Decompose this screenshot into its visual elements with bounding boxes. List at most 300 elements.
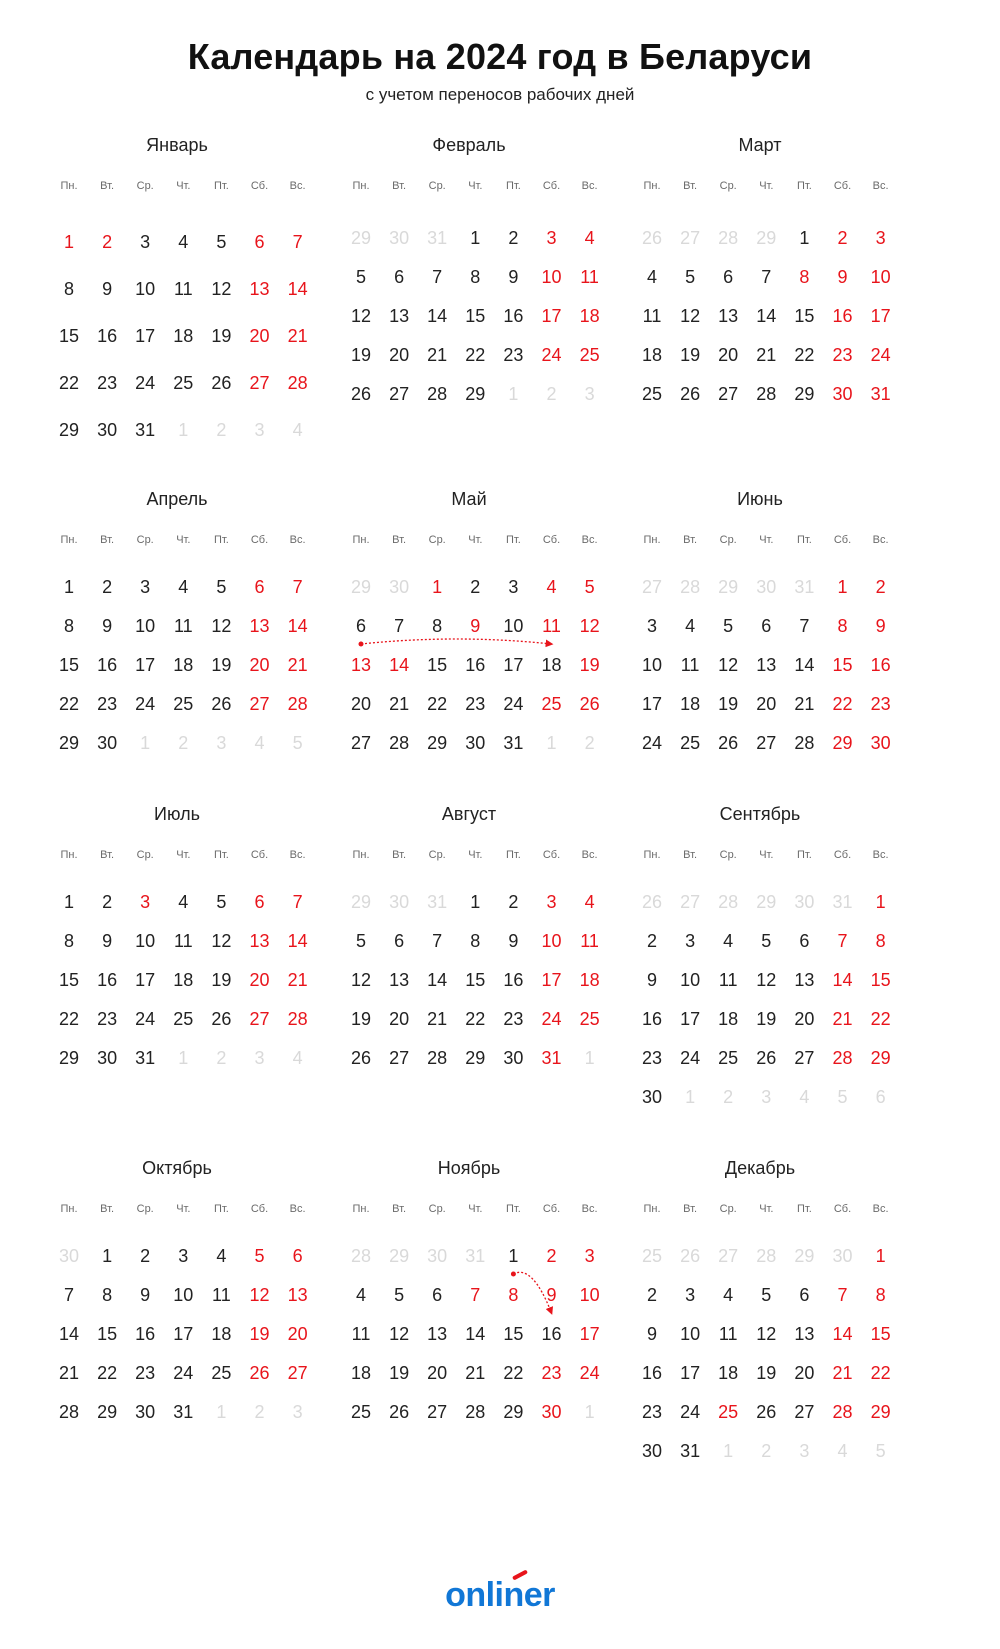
day-cell-holiday: 7 — [837, 1285, 848, 1305]
day-cell: 5 — [216, 577, 227, 597]
day-cell: 23 — [97, 1009, 118, 1029]
day-cell: 30 — [97, 1048, 118, 1068]
day-cell: 12 — [211, 616, 232, 636]
day-cell-holiday: 7 — [292, 577, 303, 597]
weekday-label: Вс. — [872, 180, 889, 192]
day-cell-outside: 1 — [584, 1402, 595, 1422]
day-cell: 2 — [102, 577, 113, 597]
day-cell: 3 — [508, 577, 519, 597]
day-cell: 5 — [355, 931, 366, 951]
day-cell-outside: 5 — [837, 1087, 848, 1107]
day-cell: 19 — [211, 326, 232, 346]
day-cell-holiday: 20 — [249, 326, 270, 346]
weekday-label: Сб. — [250, 1203, 269, 1215]
day-cell-holiday: 2 — [102, 232, 113, 252]
weekday-label: Пт. — [797, 1203, 812, 1215]
weekday-label: Сб. — [833, 849, 852, 861]
day-cell: 23 — [135, 1363, 156, 1383]
weekday-label: Ср. — [428, 849, 446, 861]
day-cell: 22 — [58, 373, 80, 393]
day-cell: 5 — [216, 892, 227, 912]
day-cell: 3 — [140, 577, 151, 597]
day-cell: 30 — [465, 733, 486, 753]
day-cell-holiday: 13 — [249, 616, 270, 636]
day-cell: 1 — [102, 1246, 113, 1266]
day-cell-holiday: 2 — [546, 1246, 557, 1266]
day-cell: 21 — [389, 694, 410, 714]
month-name: Февраль — [432, 135, 506, 155]
day-cell-holiday: 9 — [546, 1285, 557, 1305]
day-cell: 3 — [685, 931, 696, 951]
weekday-label: Пн. — [643, 849, 661, 861]
day-cell-holiday: 11 — [542, 616, 561, 636]
weekday-label: Ср. — [428, 180, 446, 192]
day-cell-holiday: 7 — [292, 892, 303, 912]
day-cell-holiday: 11 — [580, 931, 599, 951]
day-cell: 29 — [465, 1048, 486, 1068]
day-cell: 16 — [503, 306, 524, 326]
day-cell-holiday: 14 — [287, 616, 308, 636]
day-cell-outside: 26 — [680, 1246, 701, 1266]
day-cell-outside: 4 — [837, 1441, 848, 1461]
weekday-label: Чт. — [176, 180, 191, 192]
day-cell-outside: 27 — [718, 1246, 739, 1266]
day-cell: 11 — [173, 616, 193, 636]
day-cell: 24 — [641, 733, 663, 753]
day-cell-holiday: 18 — [579, 970, 600, 990]
day-cell-holiday: 1 — [837, 577, 848, 597]
day-cell-outside: 3 — [254, 420, 265, 440]
day-cell: 4 — [178, 232, 189, 252]
day-cell-holiday: 24 — [541, 1009, 562, 1029]
day-cell: 27 — [794, 1402, 815, 1422]
day-cell: 12 — [389, 1324, 410, 1344]
day-cell-outside: 29 — [350, 228, 372, 248]
day-cell-holiday: 30 — [870, 733, 891, 753]
day-cell: 21 — [427, 345, 448, 365]
weekday-label: Чт. — [759, 1203, 774, 1215]
day-cell: 30 — [641, 1087, 663, 1107]
day-cell: 1 — [470, 228, 481, 248]
day-cell-outside: 1 — [140, 733, 151, 753]
day-cell-holiday: 24 — [870, 345, 891, 365]
day-cell-holiday: 31 — [870, 384, 891, 404]
day-cell: 5 — [685, 267, 696, 287]
day-cell-holiday: 8 — [875, 1285, 886, 1305]
day-cell: 26 — [211, 373, 232, 393]
day-cell: 13 — [718, 306, 739, 326]
day-cell-holiday: 5 — [254, 1246, 265, 1266]
day-cell-holiday: 21 — [287, 326, 308, 346]
day-cell: 15 — [465, 970, 486, 990]
day-cell: 22 — [58, 694, 80, 714]
day-cell: 25 — [350, 1402, 372, 1422]
weekday-label: Чт. — [759, 534, 774, 546]
day-cell-holiday: 12 — [579, 616, 600, 636]
day-cell-holiday: 1 — [432, 577, 443, 597]
day-cell-outside: 28 — [350, 1246, 372, 1266]
day-cell: 2 — [646, 1285, 657, 1305]
day-cell: 20 — [718, 345, 739, 365]
day-cell-outside: 1 — [685, 1087, 696, 1107]
day-cell-holiday: 7 — [470, 1285, 481, 1305]
month-name: Апрель — [146, 489, 208, 509]
day-cell-outside: 2 — [216, 420, 227, 440]
day-cell-holiday: 18 — [579, 306, 600, 326]
weekday-label: Сб. — [542, 534, 561, 546]
day-cell-holiday: 6 — [254, 232, 265, 252]
weekday-label: Ср. — [719, 180, 737, 192]
day-cell-holiday: 30 — [832, 384, 853, 404]
day-cell-outside: 2 — [178, 733, 189, 753]
page-subtitle: с учетом переносов рабочих дней — [365, 85, 635, 104]
day-cell-outside: 29 — [794, 1246, 815, 1266]
day-cell: 16 — [641, 1009, 663, 1029]
day-cell: 15 — [465, 306, 486, 326]
day-cell-holiday: 21 — [832, 1363, 853, 1383]
day-cell-holiday: 10 — [870, 267, 891, 287]
day-cell-outside: 26 — [641, 892, 663, 912]
day-cell: 27 — [756, 733, 777, 753]
day-cell: 1 — [470, 892, 481, 912]
day-cell-holiday: 19 — [249, 1324, 270, 1344]
day-cell: 25 — [680, 733, 701, 753]
day-cell-outside: 28 — [756, 1246, 777, 1266]
day-cell: 8 — [63, 616, 74, 636]
day-cell: 24 — [173, 1363, 194, 1383]
day-cell: 12 — [211, 931, 232, 951]
weekday-label: Чт. — [176, 534, 191, 546]
day-cell-outside: 3 — [584, 384, 595, 404]
day-cell-holiday: 25 — [541, 694, 562, 714]
day-cell: 30 — [503, 1048, 524, 1068]
weekday-label: Вт. — [100, 849, 115, 861]
day-cell: 23 — [97, 694, 118, 714]
day-cell-outside: 1 — [508, 384, 519, 404]
weekday-label: Чт. — [176, 1203, 191, 1215]
day-cell-holiday: 25 — [718, 1402, 739, 1422]
day-cell: 14 — [756, 306, 777, 326]
transfer-start-dot — [359, 642, 364, 647]
day-cell: 30 — [135, 1402, 156, 1422]
day-cell: 15 — [58, 655, 80, 675]
weekday-label: Пн. — [352, 849, 370, 861]
day-cell: 25 — [718, 1048, 739, 1068]
day-cell-holiday: 28 — [287, 373, 308, 393]
day-cell: 4 — [723, 1285, 734, 1305]
day-cell: 19 — [350, 1009, 372, 1029]
day-cell-outside: 30 — [58, 1246, 80, 1266]
day-cell-outside: 1 — [178, 1048, 189, 1068]
day-cell: 1 — [63, 892, 74, 912]
day-cell: 10 — [680, 970, 701, 990]
day-cell: 28 — [756, 384, 777, 404]
day-cell-holiday: 26 — [249, 1363, 270, 1383]
day-cell: 8 — [432, 616, 443, 636]
day-cell: 16 — [541, 1324, 562, 1344]
day-cell-outside: 30 — [794, 892, 815, 912]
day-cell: 19 — [756, 1009, 777, 1029]
day-cell-holiday: 28 — [287, 694, 308, 714]
day-cell: 22 — [465, 345, 486, 365]
weekday-label: Ср. — [136, 1203, 154, 1215]
weekday-label: Пт. — [797, 534, 812, 546]
weekday-label: Вт. — [392, 1203, 407, 1215]
day-cell: 17 — [641, 694, 663, 714]
day-cell: 5 — [394, 1285, 405, 1305]
transfer-start-dot — [511, 1272, 516, 1277]
weekday-label: Ср. — [428, 534, 446, 546]
day-cell: 15 — [427, 655, 448, 675]
day-cell-outside: 5 — [875, 1441, 886, 1461]
day-cell-outside: 4 — [799, 1087, 810, 1107]
day-cell: 31 — [503, 733, 524, 753]
weekday-label: Пт. — [214, 1203, 229, 1215]
day-cell-holiday: 14 — [287, 279, 308, 299]
day-cell: 13 — [427, 1324, 448, 1344]
weekday-label: Вт. — [683, 534, 698, 546]
weekday-label: Пн. — [352, 1203, 370, 1215]
day-cell: 29 — [58, 1048, 80, 1068]
day-cell: 15 — [58, 326, 80, 346]
day-cell-holiday: 4 — [584, 228, 595, 248]
weekday-label: Пн. — [352, 534, 370, 546]
day-cell: 16 — [135, 1324, 156, 1344]
day-cell: 19 — [756, 1363, 777, 1383]
day-cell: 26 — [211, 694, 232, 714]
transfer-arrow — [513, 1272, 551, 1313]
day-cell: 26 — [389, 1402, 410, 1422]
day-cell-outside: 28 — [718, 228, 739, 248]
day-cell-outside: 30 — [427, 1246, 448, 1266]
day-cell-outside: 1 — [178, 420, 189, 440]
day-cell: 18 — [211, 1324, 232, 1344]
day-cell-holiday: 8 — [799, 267, 810, 287]
day-cell: 29 — [58, 733, 80, 753]
weekday-label: Пт. — [506, 180, 521, 192]
day-cell-holiday: 8 — [508, 1285, 519, 1305]
day-cell: 10 — [135, 279, 156, 299]
weekday-label: Сб. — [833, 534, 852, 546]
day-cell-holiday: 23 — [870, 694, 891, 714]
day-cell: 6 — [799, 1285, 810, 1305]
day-cell: 29 — [58, 420, 80, 440]
day-cell: 7 — [432, 931, 443, 951]
day-cell: 27 — [350, 733, 372, 753]
day-cell: 24 — [135, 694, 156, 714]
day-cell: 19 — [211, 970, 232, 990]
day-cell: 24 — [135, 1009, 156, 1029]
weekday-label: Вт. — [392, 180, 407, 192]
day-cell-holiday: 7 — [292, 232, 303, 252]
day-cell-holiday: 14 — [832, 970, 853, 990]
day-cell-holiday: 10 — [541, 931, 562, 951]
weekday-label: Ср. — [136, 534, 154, 546]
day-cell: 14 — [465, 1324, 486, 1344]
day-cell: 20 — [389, 345, 410, 365]
weekday-label: Пт. — [506, 849, 521, 861]
weekday-label: Вт. — [100, 180, 115, 192]
day-cell: 29 — [465, 384, 486, 404]
day-cell-holiday: 29 — [870, 1402, 891, 1422]
day-cell-outside: 3 — [799, 1441, 810, 1461]
day-cell: 21 — [465, 1363, 486, 1383]
weekday-label: Вс. — [872, 1203, 889, 1215]
day-cell: 22 — [97, 1363, 118, 1383]
day-cell-holiday: 13 — [249, 279, 270, 299]
day-cell-outside: 1 — [546, 733, 557, 753]
day-cell-holiday: 23 — [832, 345, 853, 365]
day-cell: 15 — [794, 306, 815, 326]
day-cell-outside: 30 — [832, 1246, 853, 1266]
day-cell: 6 — [394, 931, 405, 951]
month-name: Ноябрь — [437, 1158, 501, 1178]
day-cell-holiday: 4 — [584, 892, 595, 912]
day-cell: 19 — [718, 694, 739, 714]
day-cell-outside: 31 — [427, 228, 448, 248]
day-cell-outside: 29 — [350, 892, 372, 912]
day-cell-outside: 27 — [680, 892, 701, 912]
day-cell: 18 — [350, 1363, 372, 1383]
day-cell: 5 — [723, 616, 734, 636]
day-cell-holiday: 27 — [249, 1009, 270, 1029]
day-cell: 17 — [135, 655, 156, 675]
day-cell-holiday: 29 — [870, 1048, 891, 1068]
weekday-label: Чт. — [468, 1203, 483, 1215]
day-cell-outside: 30 — [389, 228, 410, 248]
month-name: Сентябрь — [719, 804, 801, 824]
day-cell-holiday: 24 — [541, 345, 562, 365]
day-cell: 23 — [97, 373, 118, 393]
day-cell-holiday: 10 — [579, 1285, 600, 1305]
weekday-label: Ср. — [719, 1203, 737, 1215]
day-cell-holiday: 3 — [546, 892, 557, 912]
day-cell: 28 — [389, 733, 410, 753]
day-cell: 8 — [63, 279, 74, 299]
day-cell: 12 — [756, 1324, 777, 1344]
day-cell: 23 — [641, 1402, 663, 1422]
day-cell-holiday: 3 — [546, 228, 557, 248]
day-cell: 6 — [394, 267, 405, 287]
day-cell: 3 — [178, 1246, 189, 1266]
day-cell-holiday: 14 — [389, 655, 410, 675]
day-cell: 12 — [350, 970, 372, 990]
day-cell: 7 — [799, 616, 810, 636]
day-cell: 17 — [680, 1363, 701, 1383]
day-cell-holiday: 28 — [832, 1402, 853, 1422]
month-name: Июнь — [737, 489, 783, 509]
weekday-label: Чт. — [468, 534, 483, 546]
day-cell-holiday: 2 — [875, 577, 886, 597]
day-cell: 11 — [173, 931, 193, 951]
day-cell: 9 — [140, 1285, 151, 1305]
day-cell: 15 — [503, 1324, 524, 1344]
weekday-label: Пт. — [214, 180, 229, 192]
day-cell: 5 — [355, 267, 366, 287]
page-title: Календарь на 2024 год в Беларуси — [187, 36, 813, 77]
day-cell: 26 — [350, 384, 372, 404]
day-cell: 1 — [799, 228, 810, 248]
day-cell-outside: 29 — [756, 892, 777, 912]
day-cell: 10 — [135, 616, 156, 636]
day-cell-holiday: 16 — [832, 306, 853, 326]
day-cell: 7 — [432, 267, 443, 287]
day-cell-outside: 26 — [641, 228, 663, 248]
day-cell: 28 — [427, 384, 448, 404]
day-cell: 24 — [680, 1048, 701, 1068]
day-cell-outside: 4 — [292, 1048, 303, 1068]
month-name: Октябрь — [142, 1158, 212, 1178]
day-cell: 9 — [102, 279, 113, 299]
day-cell: 26 — [350, 1048, 372, 1068]
day-cell: 12 — [211, 279, 232, 299]
weekday-label: Вт. — [683, 180, 698, 192]
day-cell: 24 — [135, 373, 156, 393]
day-cell-holiday: 17 — [541, 306, 562, 326]
day-cell: 12 — [718, 655, 739, 675]
day-cell: 27 — [794, 1048, 815, 1068]
day-cell: 19 — [350, 345, 372, 365]
day-cell: 24 — [680, 1402, 701, 1422]
day-cell-holiday: 1 — [875, 1246, 886, 1266]
day-cell: 29 — [503, 1402, 524, 1422]
day-cell: 8 — [63, 931, 74, 951]
day-cell-holiday: 3 — [584, 1246, 595, 1266]
weekday-label: Вс. — [581, 849, 598, 861]
day-cell: 17 — [135, 326, 156, 346]
day-cell: 25 — [641, 384, 663, 404]
weekday-label: Вс. — [581, 534, 598, 546]
day-cell: 20 — [756, 694, 777, 714]
weekday-label: Пн. — [643, 180, 661, 192]
day-cell: 9 — [646, 970, 657, 990]
day-cell: 7 — [63, 1285, 74, 1305]
day-cell: 21 — [794, 694, 815, 714]
day-cell: 26 — [718, 733, 739, 753]
day-cell-outside: 3 — [292, 1402, 303, 1422]
day-cell: 14 — [427, 970, 448, 990]
day-cell: 29 — [794, 384, 815, 404]
weekday-label: Вс. — [289, 534, 306, 546]
day-cell-holiday: 22 — [870, 1363, 891, 1383]
day-cell: 17 — [135, 970, 156, 990]
day-cell: 3 — [646, 616, 657, 636]
day-cell: 2 — [646, 931, 657, 951]
weekday-label: Пт. — [214, 849, 229, 861]
weekday-label: Вт. — [683, 1203, 698, 1215]
weekday-label: Чт. — [468, 849, 483, 861]
day-cell: 27 — [427, 1402, 448, 1422]
day-cell: 9 — [646, 1324, 657, 1344]
weekday-label: Чт. — [176, 849, 191, 861]
day-cell: 20 — [427, 1363, 448, 1383]
weekday-label: Сб. — [542, 180, 561, 192]
weekday-label: Сб. — [250, 849, 269, 861]
day-cell: 5 — [216, 232, 227, 252]
day-cell: 11 — [173, 279, 193, 299]
month-name: Май — [451, 489, 487, 509]
day-cell: 18 — [173, 326, 194, 346]
day-cell: 11 — [351, 1324, 371, 1344]
day-cell: 26 — [211, 1009, 232, 1029]
day-cell: 26 — [680, 384, 701, 404]
day-cell-holiday: 11 — [580, 267, 599, 287]
day-cell-holiday: 28 — [832, 1048, 853, 1068]
day-cell: 8 — [102, 1285, 113, 1305]
day-cell-outside: 2 — [546, 384, 557, 404]
day-cell: 6 — [799, 931, 810, 951]
day-cell-holiday: 20 — [249, 655, 270, 675]
